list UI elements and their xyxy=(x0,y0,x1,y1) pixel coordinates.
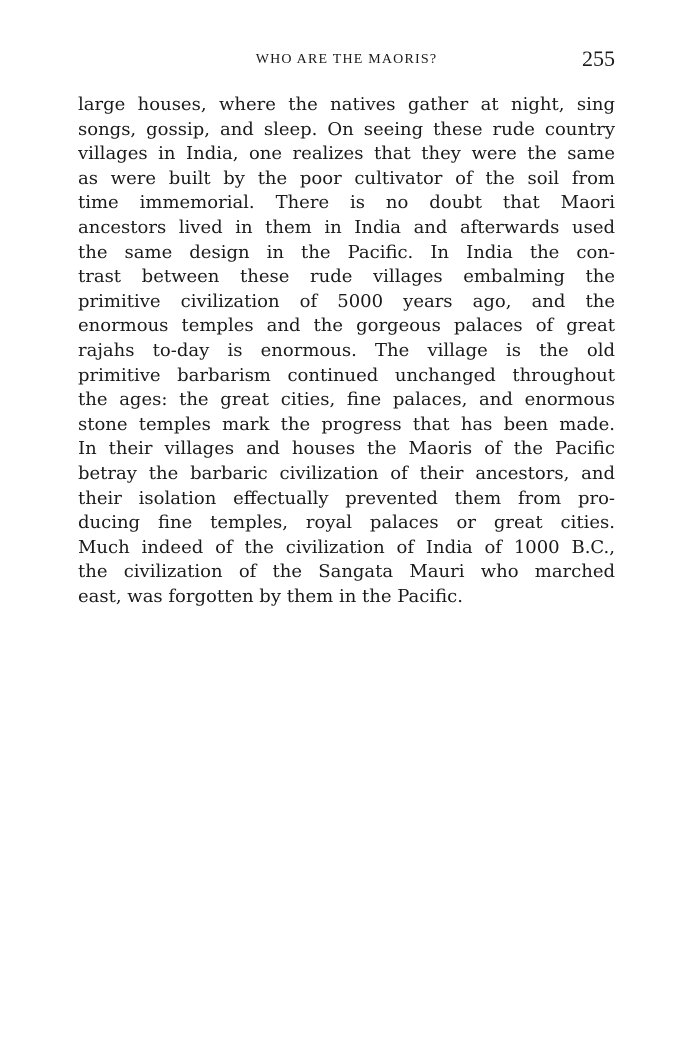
text-line: rajahs to-day is enormous. The village is the old xyxy=(78,339,615,361)
text-line: the ages: the great cities, fine palaces, and enormous xyxy=(78,389,615,411)
text-line: betray the barbaric civilization of their ancestors, and xyxy=(78,462,615,484)
text-line: Much indeed of the civilization of India of 1000 B.C., xyxy=(78,536,615,558)
text-line: primitive civilization of 5000 years ago, and the xyxy=(78,290,615,312)
text-line: enormous temples and the gorgeous palaces of great xyxy=(78,315,615,337)
text-line: In their villages and houses the Maoris of the Pacific xyxy=(78,438,615,460)
running-header xyxy=(78,46,615,76)
text-line: their isolation effectually prevented them from pro- xyxy=(78,487,615,509)
text-line: large houses, where the natives gather at night, sing xyxy=(78,94,615,115)
body-paragraph xyxy=(78,93,615,609)
page-number: 255 xyxy=(582,46,615,71)
text-line: stone temples mark the progress that has been made. xyxy=(78,413,615,435)
text-line: villages in India, one realizes that they were the same xyxy=(78,143,615,165)
text-line: ducing fine temples, royal palaces or great cities. xyxy=(78,512,615,534)
text-line: the civilization of the Sangata Mauri who marched xyxy=(78,561,615,583)
text-line: time immemorial. There is no doubt that Maori xyxy=(78,192,615,214)
text-line: east, was forgotten by them in the Pacific. xyxy=(78,585,463,607)
running-title: WHO ARE THE MAORIS? xyxy=(255,52,438,67)
text-line: songs, gossip, and sleep. On seeing these rude country xyxy=(78,118,615,140)
text-line: primitive barbarism continued unchanged throughout xyxy=(78,364,615,386)
text-line: the same design in the Pacific. In India the con- xyxy=(78,241,615,263)
text-line: trast between these rude villages embalming the xyxy=(78,266,615,288)
text-line: as were built by the poor cultivator of the soil from xyxy=(78,167,615,189)
text-line: ancestors lived in them in India and afterwards used xyxy=(78,216,615,238)
